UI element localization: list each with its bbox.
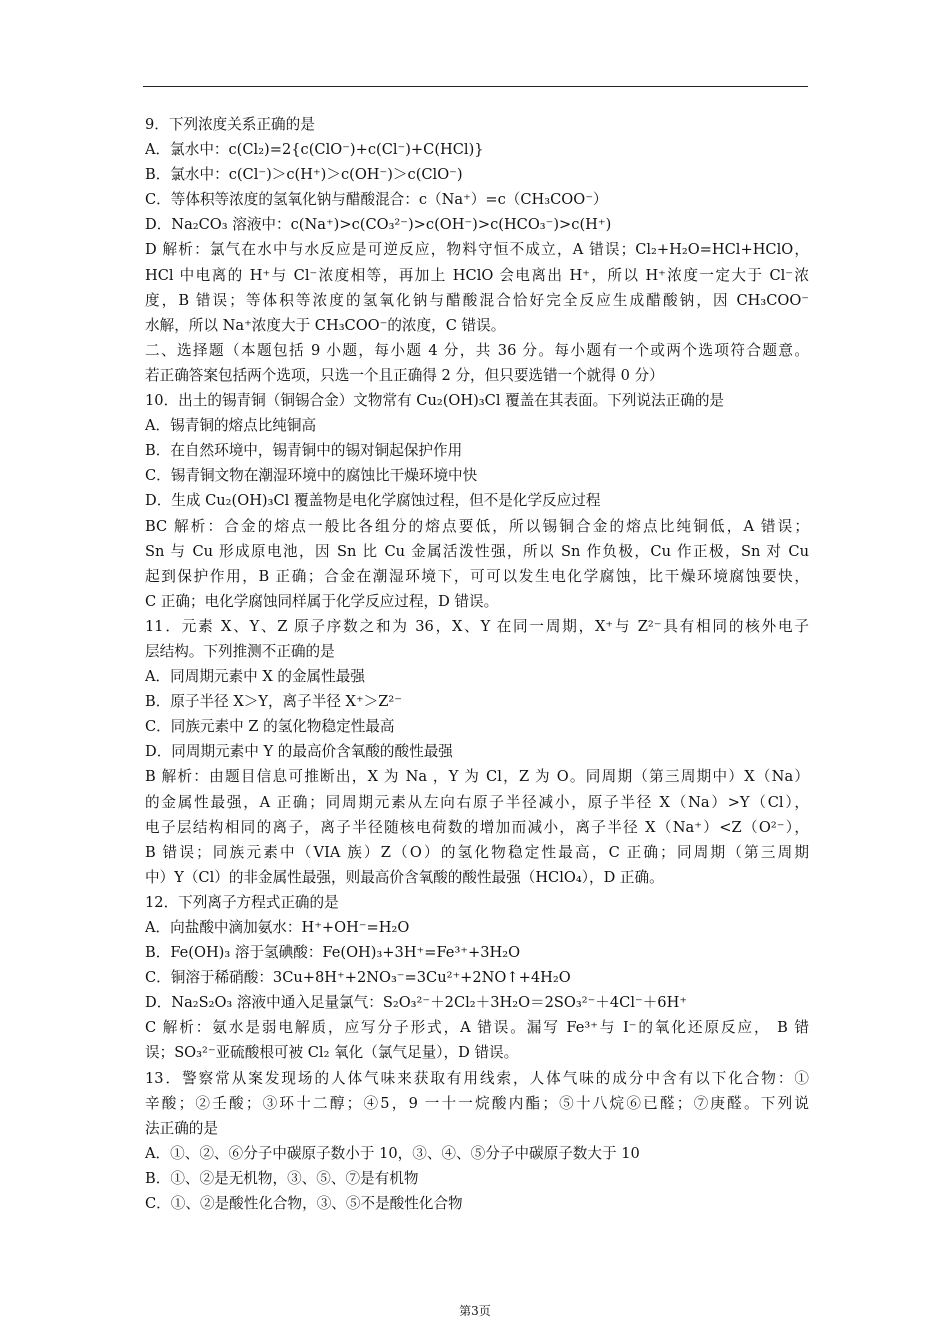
question-stem: 12．下列离子方程式正确的是 [145,893,339,911]
option-c: C．锡青铜文物在潮湿环境中的腐蚀比干燥环境中快 [145,467,478,485]
text-line: HCl 中电离的 H⁺与 Cl⁻浓度相等，再加上 HClO 会电离出 H⁺，所以 H⁺浓度一定大于 Cl⁻浓 [145,266,809,284]
text-line: 误；SO₃²⁻亚硫酸根可被 Cl₂ 氧化（氯气足量），D 错误。 [145,1044,519,1062]
option-d: D．Na₂S₂O₃ 溶液中通入足量氯气：S₂O₃²⁻＋2Cl₂＋3H₂O＝2SO₃²⁻＋4Cl⁻＋6H⁺ [145,994,688,1012]
text-line: D 解析：氯气在水中与水反应是可逆反应，物料守恒不成立，A 错误；Cl₂+H₂O=HCl+HClO， [145,241,809,259]
question-stem: 层结构。下列推测不正确的是 [145,642,335,660]
text-line: C．等体积等浓度的氢氧化钠与醋酸混合：c（Na⁺）=c（CH₃COO⁻） [145,191,608,209]
text-line: 中）Y（Cl）的非金属性最强，则最高价含氧酸的酸性最强（HClO₄），D 正确。 [145,868,664,886]
option-b: B．①、②是无机物，③、⑤、⑦是有机物 [145,1169,419,1187]
page-number: 第3页 [459,1304,491,1318]
option-c: C．①、②是酸性化合物，③、⑤不是酸性化合物 [145,1195,463,1213]
option-c: C．同族元素中 Z 的氢化物稳定性最高 [145,718,395,736]
option-b: B．Fe(OH)₃ 溶于氢碘酸：Fe(OH)₃+3H⁺=Fe³⁺+3H₂O [145,944,521,962]
option-d: D．同周期元素中 Y 的最高价含氧酸的酸性最强 [145,743,453,761]
text-line: C 正确；电化学腐蚀同样属于化学反应过程，D 错误。 [145,592,499,610]
text-line: 的金属性最强，A 正确；同周期元素从左向右原子半径减小，原子半径 X（Na）>Y（Cl）， [145,793,809,811]
option-b: B．在自然环境中，锡青铜中的锡对铜起保护作用 [145,442,463,460]
text-line: B．氯水中：c(Cl⁻)＞c(H⁺)＞c(OH⁻)＞c(ClO⁻) [145,166,463,184]
question-stem: 13．警察常从案发现场的人体气味来获取有用线索，人体气味的成分中含有以下化合物：① [145,1069,809,1087]
question-stem: 11．元素 X、Y、Z 原子序数之和为 36，X、Y 在同一周期，X⁺与 Z²⁻具有相同的核外电子 [145,617,809,635]
text-line: 水解，所以 Na⁺浓度大于 CH₃COO⁻的浓度，C 错误。 [145,316,506,334]
text-line: C 解析：氨水是弱电解质，应写分子形式，A 错误。漏写 Fe³⁺与 I⁻的氧化还原反应， B 错 [145,1019,809,1037]
question-stem: 辛酸；②壬酸；③环十二醇；④5，9 一十一烷酸内酯；⑤十八烷⑥已醛；⑦庚醛。下列说 [145,1094,809,1112]
option-a: A．向盐酸中滴加氨水：H⁺+OH⁻=H₂O [145,919,410,936]
section-heading: 二、选择题（本题包括 9 小题，每小题 4 分，共 36 分。每小题有一个或两个选项符合题意。 [145,341,809,359]
section-heading: 若正确答案包括两个选项，只选一个且正确得 2 分，但只要选错一个就得 0 分） [145,366,664,384]
text-line: 电子层结构相同的离子，离子半径随核电荷数的增加而减小，离子半径 X（Na⁺）<Z（O²⁻）， [145,818,809,836]
text-line: BC 解析：合金的熔点一般比各组分的熔点要低，所以锡铜合金的熔点比纯铜低，A 错误； [145,517,809,535]
option-a: A．①、②、⑥分子中碳原子数小于 10，③、④、⑤分子中碳原子数大于 10 [145,1144,640,1162]
option-d: D．生成 Cu₂(OH)₃Cl 覆盖物是电化学腐蚀过程，但不是化学反应过程 [145,492,601,510]
document-body [145,112,809,1216]
text-line: 起到保护作用，B 正确；合金在潮湿环境下，可可以发生电化学腐蚀，比干燥环境腐蚀要快， [145,567,809,585]
header-rule [143,86,808,87]
question-stem: 10．出土的锡青铜（铜锡合金）文物常有 Cu₂(OH)₃Cl 覆盖在其表面。下列说法正确的是 [145,392,725,410]
text-line: D．Na₂CO₃ 溶液中：c(Na⁺)>c(CO₃²⁻)>c(OH⁻)>c(HCO₃⁻)>c(H⁺) [145,216,612,234]
option-a: A．同周期元素中 X 的金属性最强 [145,668,365,686]
option-a: A．锡青铜的熔点比纯铜高 [145,417,317,435]
text-line: 9．下列浓度关系正确的是 [145,116,315,133]
question-stem: 法正确的是 [145,1119,218,1137]
text-line: Sn 与 Cu 形成原电池，因 Sn 比 Cu 金属活泼性强，所以 Sn 作负极，Cu 作正极，Sn 对 Cu [145,542,809,560]
text-line: B 错误；同族元素中（VIA 族）Z（O）的氢化物稳定性最高，C 正确；同周期（第三周期 [145,843,809,861]
text-line: 度，B 错误；等体积等浓度的氢氧化钠与醋酸混合恰好完全反应生成醋酸钠，因 CH₃COO⁻ [145,291,809,309]
option-b: B．原子半径 X＞Y，离子半径 X⁺＞Z²⁻ [145,693,402,711]
text-line: B 解析：由题目信息可推断出，X 为 Na ，Y 为 Cl，Z 为 O。同周期（第三周期中）X（Na） [145,768,809,786]
option-c: C．铜溶于稀硝酸：3Cu+8H⁺+2NO₃⁻=3Cu²⁺+2NO↑+4H₂O [145,969,571,987]
text-line: A．氯水中：c(Cl₂)=2{c(ClO⁻)+c(Cl⁻)+C(HCl)} [145,141,484,159]
